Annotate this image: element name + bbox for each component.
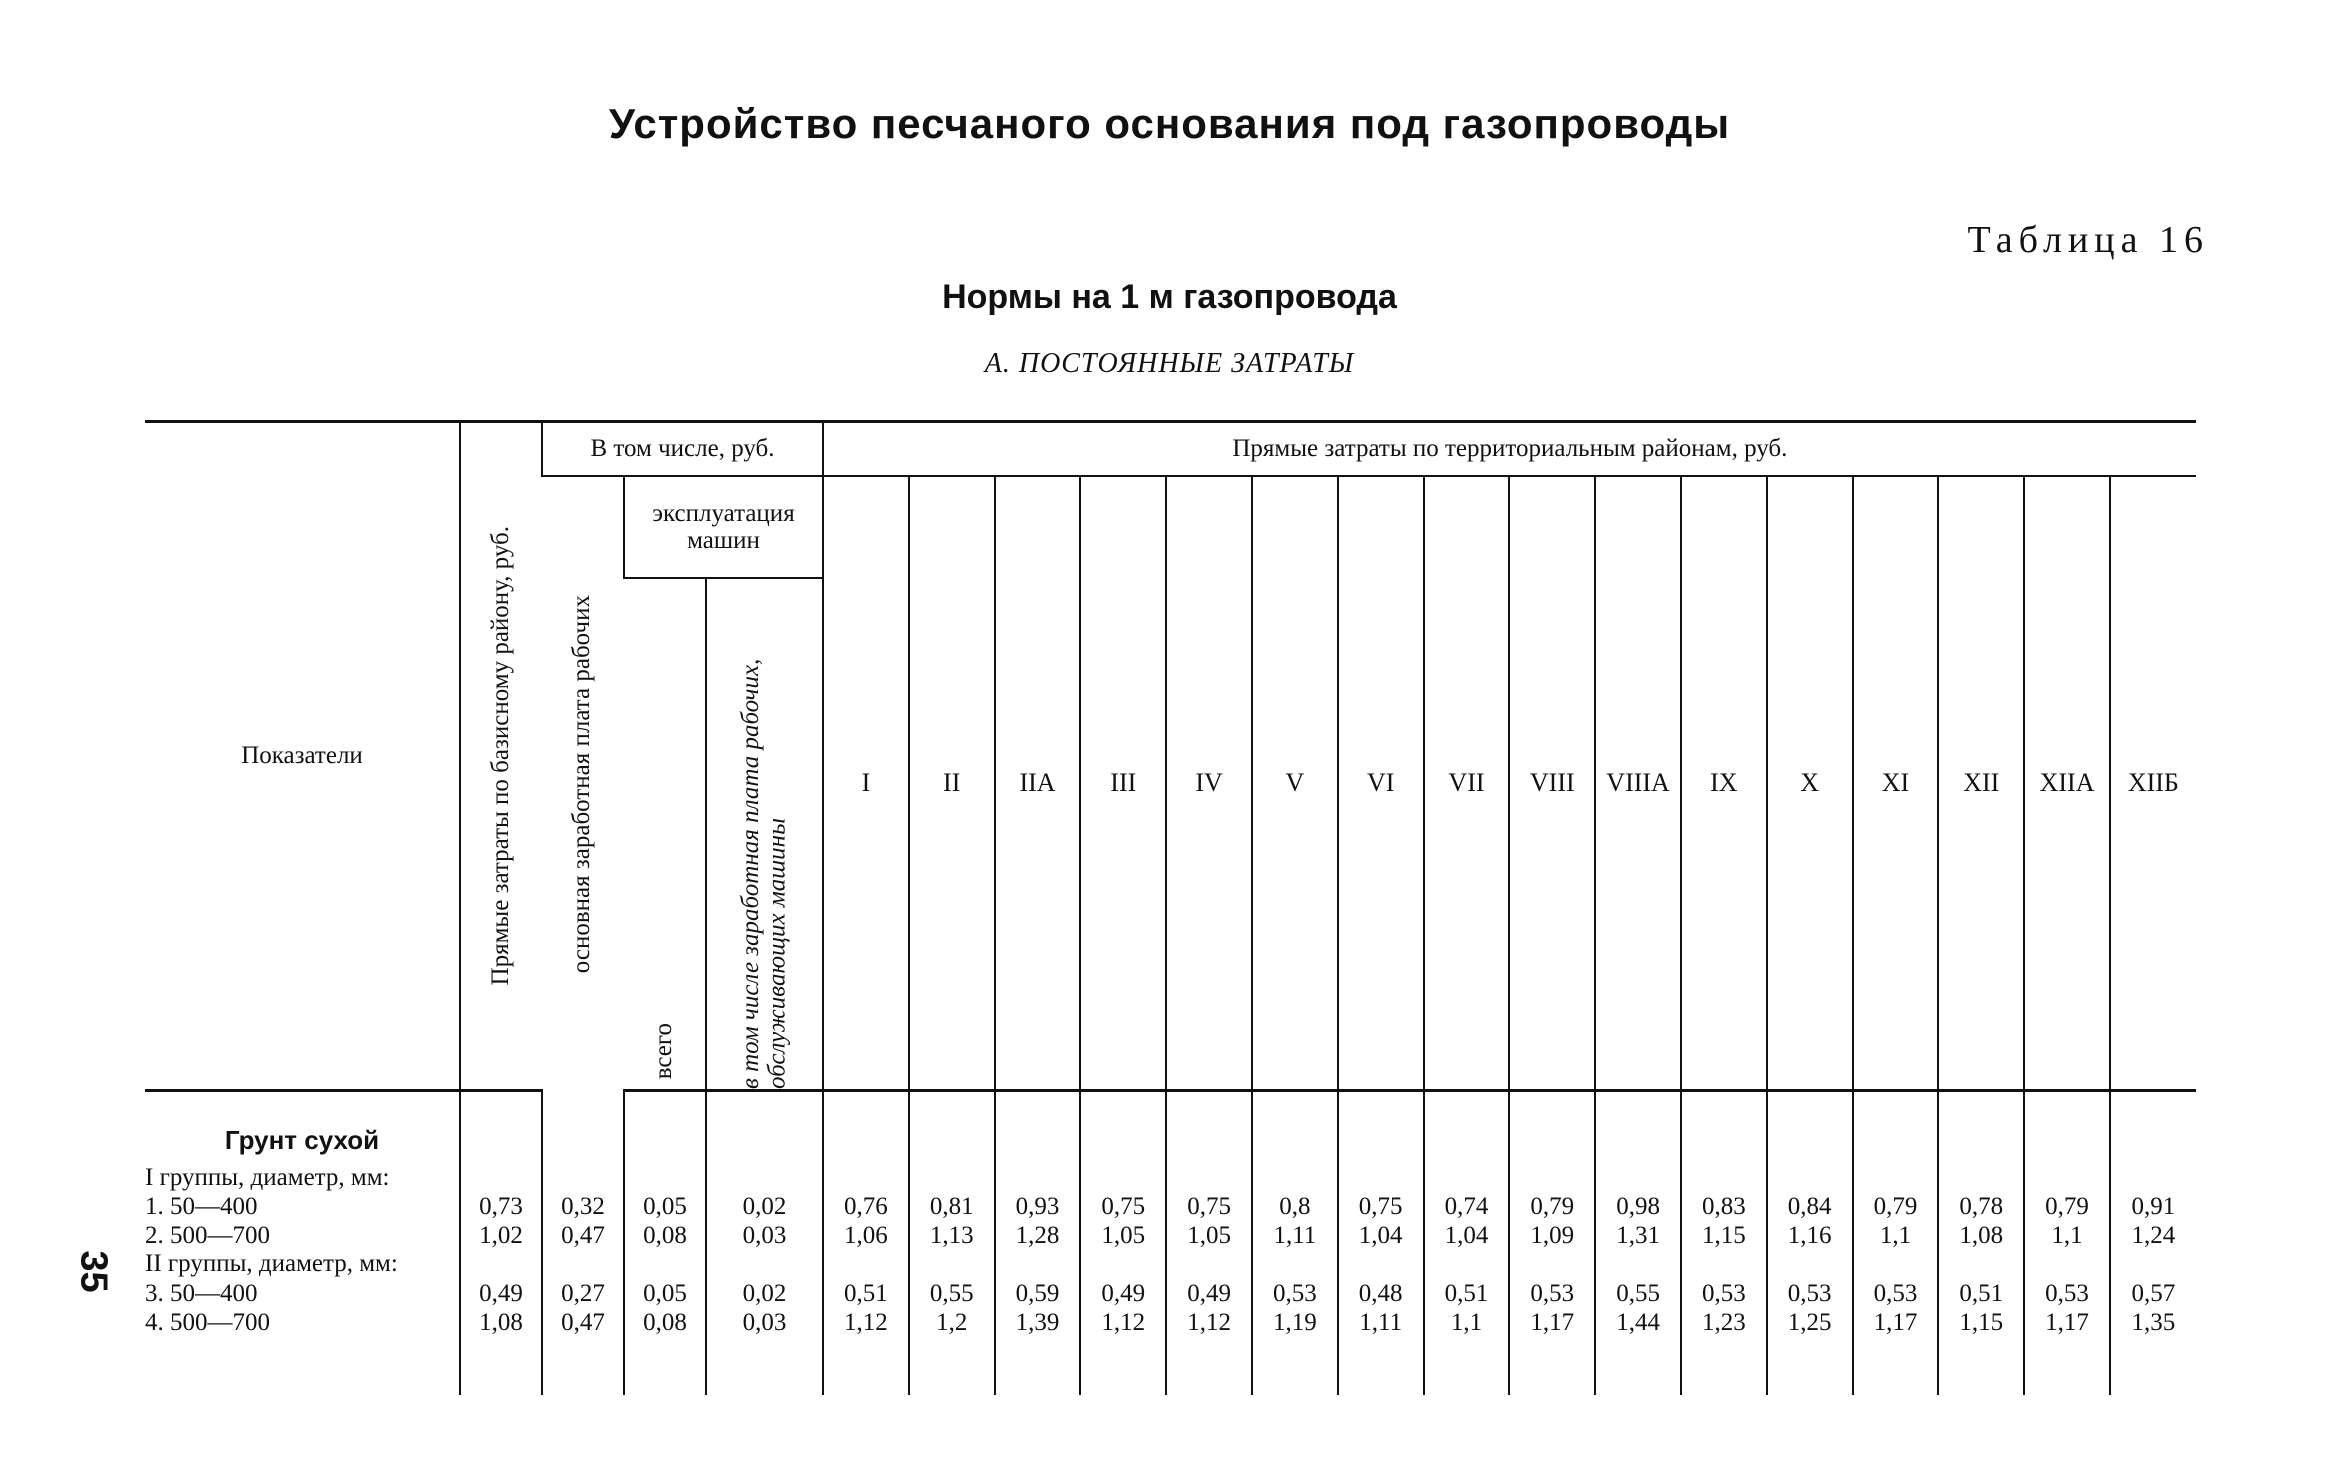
- cell: 0,53: [1252, 1279, 1338, 1308]
- cell: 1,11: [1252, 1221, 1338, 1250]
- cell: 0,03: [706, 1221, 823, 1250]
- cell: 1,1: [1424, 1308, 1510, 1337]
- cell: 0,75: [1166, 1192, 1252, 1221]
- cell: 1,31: [1595, 1221, 1681, 1250]
- norms-table: [145, 420, 2196, 1395]
- header-machines-wages-text: в том числе заработная плата рабочих, обслуживающих машины: [737, 658, 791, 1089]
- cell: 1,39: [995, 1308, 1081, 1337]
- header-region: XIIБ: [2110, 476, 2196, 1091]
- cell: 0,05: [624, 1279, 706, 1308]
- cell: 1,35: [2110, 1308, 2196, 1337]
- cell: 1,44: [1595, 1308, 1681, 1337]
- header-region: XI: [1853, 476, 1939, 1091]
- header-region: VIIIA: [1595, 476, 1681, 1091]
- header-region: XIIA: [2024, 476, 2110, 1091]
- cell: 1,28: [995, 1221, 1081, 1250]
- cell: 0,57: [2110, 1279, 2196, 1308]
- cell: 1,17: [2024, 1308, 2110, 1337]
- cell: 1,09: [1509, 1221, 1595, 1250]
- cell: 1,19: [1252, 1308, 1338, 1337]
- cell: 0,81: [909, 1192, 995, 1221]
- header-including: В том числе, руб.: [542, 422, 823, 477]
- cell: 1,05: [1166, 1221, 1252, 1250]
- cell: 0,8: [1252, 1192, 1338, 1221]
- header-region: IX: [1681, 476, 1767, 1091]
- cell: 0,75: [1338, 1192, 1424, 1221]
- subgroup-label: II группы, диаметр, мм:: [145, 1250, 398, 1277]
- cell: 0,08: [624, 1221, 706, 1250]
- header-region: II: [909, 476, 995, 1091]
- cell: 1,12: [1080, 1308, 1166, 1337]
- header-machines-total: [624, 578, 706, 1091]
- cell: 0,02: [706, 1192, 823, 1221]
- cell: 0,03: [706, 1308, 823, 1337]
- cell: 0,83: [1681, 1192, 1767, 1221]
- cell: 1,16: [1767, 1221, 1853, 1250]
- cell: 1,08: [1938, 1221, 2024, 1250]
- page-title: Устройство песчаного основания под газопроводы: [608, 100, 1731, 147]
- header-region: VI: [1338, 476, 1424, 1091]
- header-machines: эксплуатация машин: [624, 476, 823, 578]
- cell: 0,32: [542, 1192, 624, 1221]
- row-label: 3. 50—400: [145, 1280, 258, 1307]
- cell: 1,17: [1509, 1308, 1595, 1337]
- table-body: [145, 1091, 2196, 1396]
- cell: 1,05: [1080, 1221, 1166, 1250]
- cell: 0,79: [1509, 1192, 1595, 1221]
- header-region: VIII: [1509, 476, 1595, 1091]
- cell: 1,1: [1853, 1221, 1939, 1250]
- cell: 0,55: [1595, 1279, 1681, 1308]
- header-region: IIA: [995, 476, 1081, 1091]
- header-region: III: [1080, 476, 1166, 1091]
- header-base-cost-text: Прямые затраты по базисному району, руб.: [486, 526, 514, 986]
- cell: 0,98: [1595, 1192, 1681, 1221]
- cell: 0,53: [2024, 1279, 2110, 1308]
- cell: 0,53: [1767, 1279, 1853, 1308]
- cell: 0,53: [1853, 1279, 1939, 1308]
- cell: 0,49: [1080, 1279, 1166, 1308]
- cell: 1,04: [1338, 1221, 1424, 1250]
- cell: 1,2: [909, 1308, 995, 1337]
- cell: 0,55: [909, 1279, 995, 1308]
- cell: 1,23: [1681, 1308, 1767, 1337]
- cell: 0,78: [1938, 1192, 2024, 1221]
- cell: 0,08: [624, 1308, 706, 1337]
- header-region: X: [1767, 476, 1853, 1091]
- page-number: 35: [72, 1250, 115, 1293]
- cell: 0,73: [460, 1192, 542, 1221]
- table-row: [145, 1192, 2196, 1221]
- row-label: 2. 500—700: [145, 1222, 270, 1249]
- header-region: I: [823, 476, 909, 1091]
- cell: 0,47: [542, 1308, 624, 1337]
- header-region: VII: [1424, 476, 1510, 1091]
- cell: 1,06: [823, 1221, 909, 1250]
- cell: 0,74: [1424, 1192, 1510, 1221]
- cell: 1,15: [1938, 1308, 2024, 1337]
- header-regions-title: Прямые затраты по территориальным районам, руб.: [823, 422, 2196, 477]
- cell: 1,12: [1166, 1308, 1252, 1337]
- cell: 0,84: [1767, 1192, 1853, 1221]
- cell: 1,24: [2110, 1221, 2196, 1250]
- section-heading: А. ПОСТОЯННЫЕ ЗАТРАТЫ: [984, 348, 1355, 379]
- cell: 0,93: [995, 1192, 1081, 1221]
- cell: 0,76: [823, 1192, 909, 1221]
- cell: 1,08: [460, 1308, 542, 1337]
- subgroup-label: I группы, диаметр, мм:: [145, 1164, 390, 1191]
- table-number: Таблица 16: [1967, 219, 2209, 261]
- header-indicators: Показатели: [145, 422, 460, 1091]
- cell: 0,91: [2110, 1192, 2196, 1221]
- table-row: [145, 1221, 2196, 1250]
- cell: 0,51: [823, 1279, 909, 1308]
- cell: 1,15: [1681, 1221, 1767, 1250]
- cell: 1,12: [823, 1308, 909, 1337]
- table-row: [145, 1279, 2196, 1308]
- cell: 0,51: [1424, 1279, 1510, 1308]
- header-wages: [542, 476, 624, 1091]
- cell: 1,11: [1338, 1308, 1424, 1337]
- cell: 0,49: [1166, 1279, 1252, 1308]
- cell: 0,79: [1853, 1192, 1939, 1221]
- row-label: 1. 50—400: [145, 1193, 258, 1220]
- header-region: V: [1252, 476, 1338, 1091]
- cell: 1,25: [1767, 1308, 1853, 1337]
- cell: 1,13: [909, 1221, 995, 1250]
- cell: 0,48: [1338, 1279, 1424, 1308]
- cell: 0,53: [1681, 1279, 1767, 1308]
- cell: 0,59: [995, 1279, 1081, 1308]
- cell: 0,49: [460, 1279, 542, 1308]
- cell: 1,17: [1853, 1308, 1939, 1337]
- cell: 0,53: [1509, 1279, 1595, 1308]
- header-region: XII: [1938, 476, 2024, 1091]
- cell: 0,75: [1080, 1192, 1166, 1221]
- cell: 0,02: [706, 1279, 823, 1308]
- cell: 0,79: [2024, 1192, 2110, 1221]
- cell: 0,27: [542, 1279, 624, 1308]
- cell: 1,02: [460, 1221, 542, 1250]
- cell: 1,1: [2024, 1221, 2110, 1250]
- cell: 0,47: [542, 1221, 624, 1250]
- row-label: 4. 500—700: [145, 1309, 270, 1336]
- header-machines-total-text: всего: [650, 1022, 678, 1079]
- header-machines-wages: [706, 578, 823, 1091]
- group-title: Грунт сухой: [224, 1125, 380, 1155]
- header-region: IV: [1166, 476, 1252, 1091]
- cell: 0,05: [624, 1192, 706, 1221]
- cell: 1,04: [1424, 1221, 1510, 1250]
- header-base-cost: [460, 422, 542, 1091]
- cell: 0,51: [1938, 1279, 2024, 1308]
- table-subtitle: Нормы на 1 м газопровода: [942, 278, 1397, 316]
- table-row: [145, 1308, 2196, 1337]
- header-wages-text: основная заработная плата рабочих: [568, 594, 596, 973]
